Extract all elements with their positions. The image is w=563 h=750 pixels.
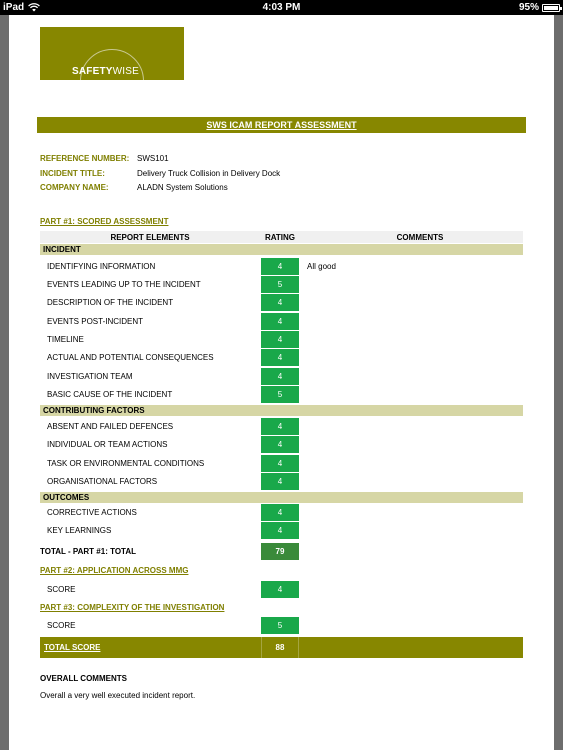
safetywise-logo bbox=[40, 27, 184, 80]
part1-total-label: TOTAL - PART #1: TOTAL bbox=[40, 547, 136, 556]
part2-score-label: SCORE bbox=[47, 585, 76, 594]
rating-cell[interactable]: 4 bbox=[261, 522, 299, 539]
rating-cell[interactable]: 4 bbox=[261, 331, 299, 348]
company-label: COMPANY NAME: bbox=[40, 183, 109, 192]
part2-rating[interactable]: 4 bbox=[261, 581, 299, 598]
report-page bbox=[9, 15, 554, 750]
overall-comments-text: Overall a very well executed incident report. bbox=[40, 691, 196, 700]
row-label: INDIVIDUAL OR TEAM ACTIONS bbox=[47, 440, 168, 449]
total-score-value: 88 bbox=[261, 637, 299, 658]
rating-cell[interactable]: 4 bbox=[261, 473, 299, 490]
status-right bbox=[519, 2, 560, 13]
row-label: ABSENT AND FAILED DEFENCES bbox=[47, 422, 174, 431]
rating-cell[interactable]: 4 bbox=[261, 349, 299, 366]
category-incident: INCIDENT bbox=[40, 244, 523, 255]
part3-rating[interactable]: 5 bbox=[261, 617, 299, 634]
col-comments: COMMENTS bbox=[396, 233, 444, 242]
row-label: DESCRIPTION OF THE INCIDENT bbox=[47, 298, 174, 307]
overall-comments-title: OVERALL COMMENTS bbox=[40, 674, 127, 683]
device-name: iPad bbox=[3, 2, 25, 13]
row-label: EVENTS POST-INCIDENT bbox=[47, 317, 144, 326]
company-value: ALADN System Solutions bbox=[137, 183, 228, 192]
row-label: BASIC CAUSE OF THE INCIDENT bbox=[47, 390, 173, 399]
part1-heading[interactable]: PART #1: SCORED ASSESSMENT bbox=[40, 217, 169, 226]
row-label: ORGANISATIONAL FACTORS bbox=[47, 477, 158, 486]
rating-cell[interactable]: 5 bbox=[261, 276, 299, 293]
status-time: 4:03 PM bbox=[262, 2, 301, 13]
rating-cell[interactable]: 4 bbox=[261, 368, 299, 385]
part2-heading[interactable]: PART #2: APPLICATION ACROSS MMG bbox=[40, 566, 189, 575]
reference-label: REFERENCE NUMBER: bbox=[40, 154, 130, 163]
category-contributing-factors: CONTRIBUTING FACTORS bbox=[40, 405, 523, 416]
rating-cell[interactable]: 4 bbox=[261, 455, 299, 472]
row-label: EVENTS LEADING UP TO THE INCIDENT bbox=[47, 280, 201, 289]
reference-value: SWS101 bbox=[137, 154, 169, 163]
total-score-bar bbox=[40, 637, 523, 658]
status-bar bbox=[0, 0, 563, 15]
rating-cell[interactable]: 4 bbox=[261, 258, 299, 275]
part3-heading[interactable]: PART #3: COMPLEXITY OF THE INVESTIGATION bbox=[40, 603, 225, 612]
row-label: TIMELINE bbox=[47, 335, 84, 344]
row-label: KEY LEARNINGS bbox=[47, 526, 112, 535]
row-label: INVESTIGATION TEAM bbox=[47, 372, 133, 381]
rating-cell[interactable]: 4 bbox=[261, 436, 299, 453]
category-outcomes: OUTCOMES bbox=[40, 492, 523, 503]
row-label: TASK OR ENVIRONMENTAL CONDITIONS bbox=[47, 459, 205, 468]
rating-cell[interactable]: 4 bbox=[261, 504, 299, 521]
total-score-label[interactable]: TOTAL SCORE bbox=[44, 643, 101, 652]
table-header bbox=[40, 231, 523, 243]
incident-title-label: INCIDENT TITLE: bbox=[40, 169, 105, 178]
logo-text: SAFETYWISE bbox=[72, 66, 140, 77]
part1-total-value: 79 bbox=[261, 543, 299, 560]
row-label: CORRECTIVE ACTIONS bbox=[47, 508, 137, 517]
incident-title-value: Delivery Truck Collision in Delivery Dock bbox=[137, 169, 281, 178]
rating-cell[interactable]: 4 bbox=[261, 313, 299, 330]
comment-cell: All good bbox=[307, 262, 336, 271]
battery-icon bbox=[542, 4, 560, 12]
row-label: ACTUAL AND POTENTIAL CONSEQUENCES bbox=[47, 353, 214, 362]
battery-percent: 95% bbox=[518, 2, 539, 13]
report-title: SWS ICAM REPORT ASSESSMENT bbox=[37, 117, 526, 133]
rating-cell[interactable]: 4 bbox=[261, 418, 299, 435]
rating-cell[interactable]: 5 bbox=[261, 386, 299, 403]
part3-score-label: SCORE bbox=[47, 621, 76, 630]
col-report-elements: REPORT ELEMENTS bbox=[110, 233, 190, 242]
col-rating: RATING bbox=[264, 233, 296, 242]
rating-cell[interactable]: 4 bbox=[261, 294, 299, 311]
row-label: IDENTIFYING INFORMATION bbox=[47, 262, 156, 271]
